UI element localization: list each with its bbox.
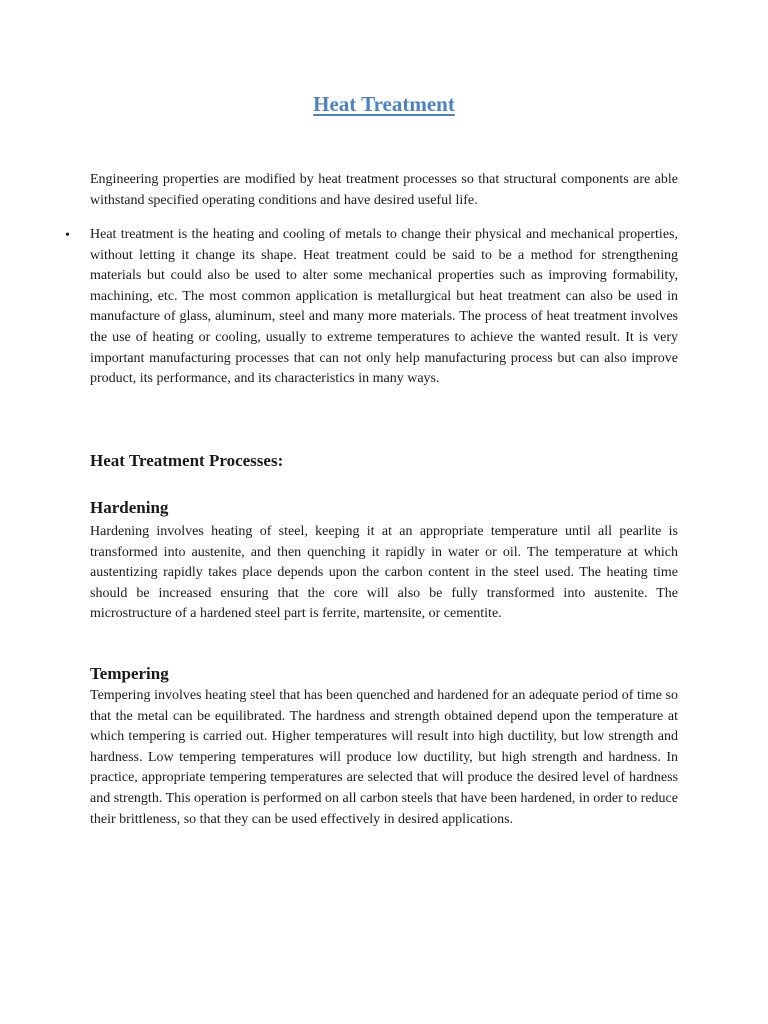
section-title: Heat Treatment Processes: bbox=[90, 451, 284, 470]
tempering-paragraph: Tempering involves heating steel that has been quenched and hardened for an adequate period of time so that the metal can be equilibrated. The hardness and strength obtained depend upon the temperature at which tempering is carried out. Higher temperatures will result into high ductility, but low strength and hardness. Low tempering temperatures will produce low ductility, but high strength and hardness. In practice, appropriate tempering temperatures are selected that will produce the desired level of hardness and strength. This operation is performed on all carbon steels that have been hardened, in order to reduce their brittleness, so that they can be used effectively in desired applications. bbox=[90, 688, 678, 827]
tempering-heading: Tempering bbox=[90, 664, 169, 683]
bullet-paragraph: Heat treatment is the heating and cooling of metals to change their physical and mechanical properties, without letting it change its shape. Heat treatment could be said to be a method for strengthening materials but could also be used to alter some mechanical properties such as improving formability, machining, etc. The most common application is metallurgical but heat treatment can also be used in manufacture of glass, aluminum, steel and many more materials. The process of heat treatment involves the use of heating or cooling, usually to extreme temperatures to achieve the wanted result. It is very important manufacturing processes that can not only help manufacturing process but can also improve product, its performance, and its characteristics in many ways. bbox=[90, 227, 678, 387]
page-title: Heat Treatment bbox=[313, 92, 455, 116]
intro-paragraph: Engineering properties are modified by heat treatment processes so that structural components are able withstand specified operating conditions and have desired useful life. bbox=[90, 172, 678, 208]
hardening-paragraph: Hardening involves heating of steel, keeping it at an appropriate temperature until all pearlite is transformed into austenite, and then quenching it rapidly in water or oil. The temperature at which austentizing rapidly takes place depends upon the carbon content in the steel used. The heating time should be increased ensuring that the core will also be fully transformed into austenite. The microstructure of a hardened steel part is ferrite, martensite, or cementite. bbox=[90, 524, 678, 622]
bullet-item bbox=[65, 225, 678, 390]
hardening-heading: Hardening bbox=[90, 498, 169, 517]
bullet-icon: • bbox=[65, 228, 70, 243]
